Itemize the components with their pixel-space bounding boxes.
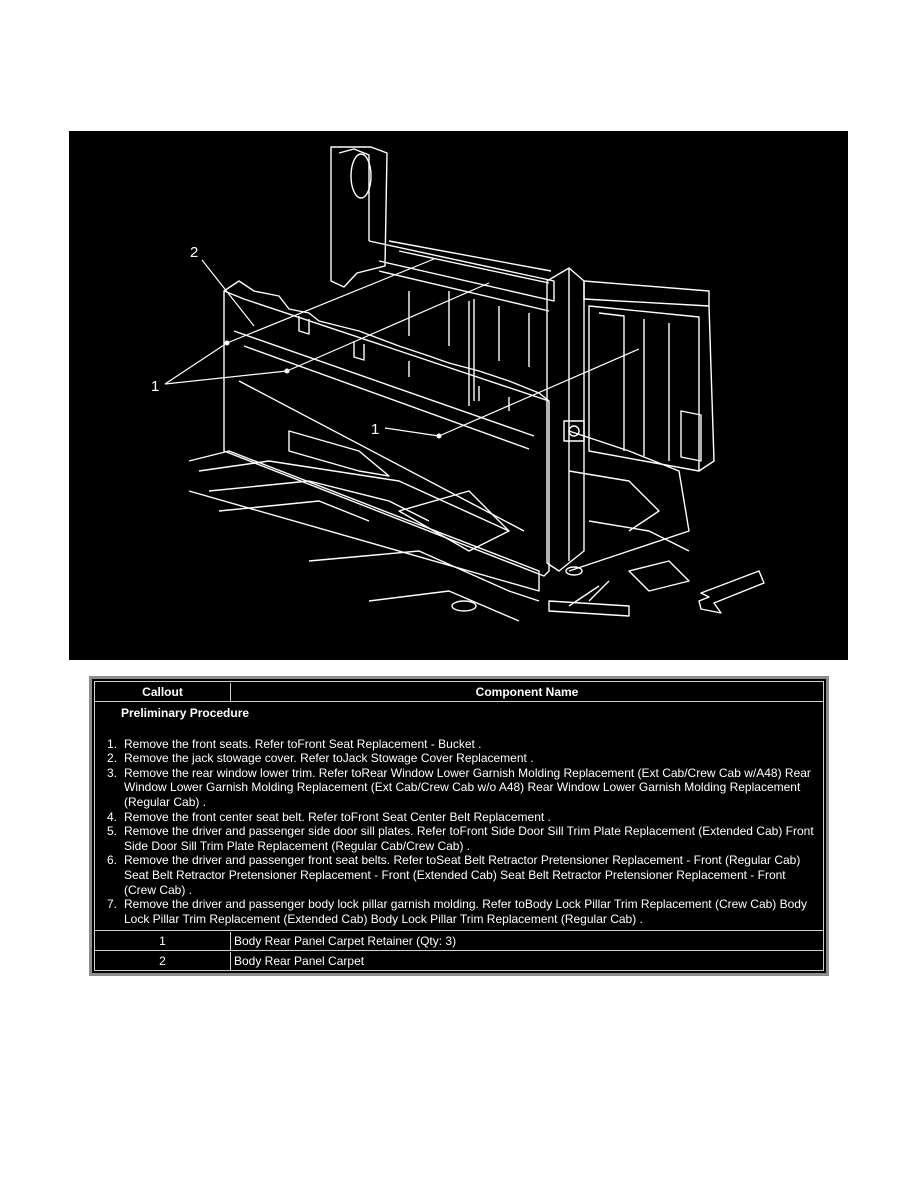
callout-cell: 1 [95,932,231,950]
procedure-step: 1. Remove the front seats. Refer toFront Seat Replacement - Bucket . [107,736,482,751]
procedure-step: 4. Remove the front center seat belt. Refer toFront Seat Center Belt Replacement . [107,809,551,824]
callout-cell: 2 [95,952,231,970]
table-row [95,951,823,970]
preliminary-procedure-row [95,702,823,931]
component-table [89,676,829,976]
callout-header: Callout [95,683,231,701]
preliminary-procedure-title: Preliminary Procedure [121,706,250,720]
diagram-drawing [69,131,848,660]
procedure-steps [107,736,819,927]
carpet-diagram [69,131,848,660]
callout-1-label-center: 1 [371,421,380,438]
table-row [95,931,823,951]
table-header-row [95,682,823,702]
procedure-step: 3. Remove the rear window lower trim. Refer toRear Window Lower Garnish Molding Replacement (Ext Cab/Crew Cab w/A48) Rear Window Lower Garnish Molding Replacement (Ext Cab/Crew Cab w/o A48) Rear Window Lower Garnish Molding Replacement (Regular Cab) . [107,765,811,809]
procedure-step: 6. Remove the driver and passenger front seat belts. Refer toSeat Belt Retractor Pretensioner Replacement - Front (Regular Cab) Seat Belt Retractor Pretensioner Replacement - Front (Extended Cab) Seat Belt Retractor Pretensioner Replacement - Front (Crew Cab) . [107,853,801,897]
procedure-step: 5. Remove the driver and passenger side door sill plates. Refer toFront Side Door Sill Trim Plate Replacement (Extended Cab) Front Side Door Sill Trim Plate Replacement (Regular Cab/Crew Cab) . [107,824,814,853]
component-name-cell: Body Rear Panel Carpet [234,953,365,968]
component-name-header: Component Name [475,684,579,699]
callout-2-label: 2 [190,244,199,261]
procedure-step: 7. Remove the driver and passenger body lock pillar garnish molding. Refer toBody Lock Pillar Trim Replacement (Crew Cab) Body Lock Pillar Trim Replacement (Extended Cab) Body Lock Pillar Trim Replacement (Regular Cab) . [107,897,807,926]
callout-1-label-left: 1 [151,378,160,395]
component-name-cell: Body Rear Panel Carpet Retainer (Qty: 3) [234,933,457,948]
procedure-step: 2. Remove the jack stowage cover. Refer toJack Stowage Cover Replacement . [107,751,534,766]
